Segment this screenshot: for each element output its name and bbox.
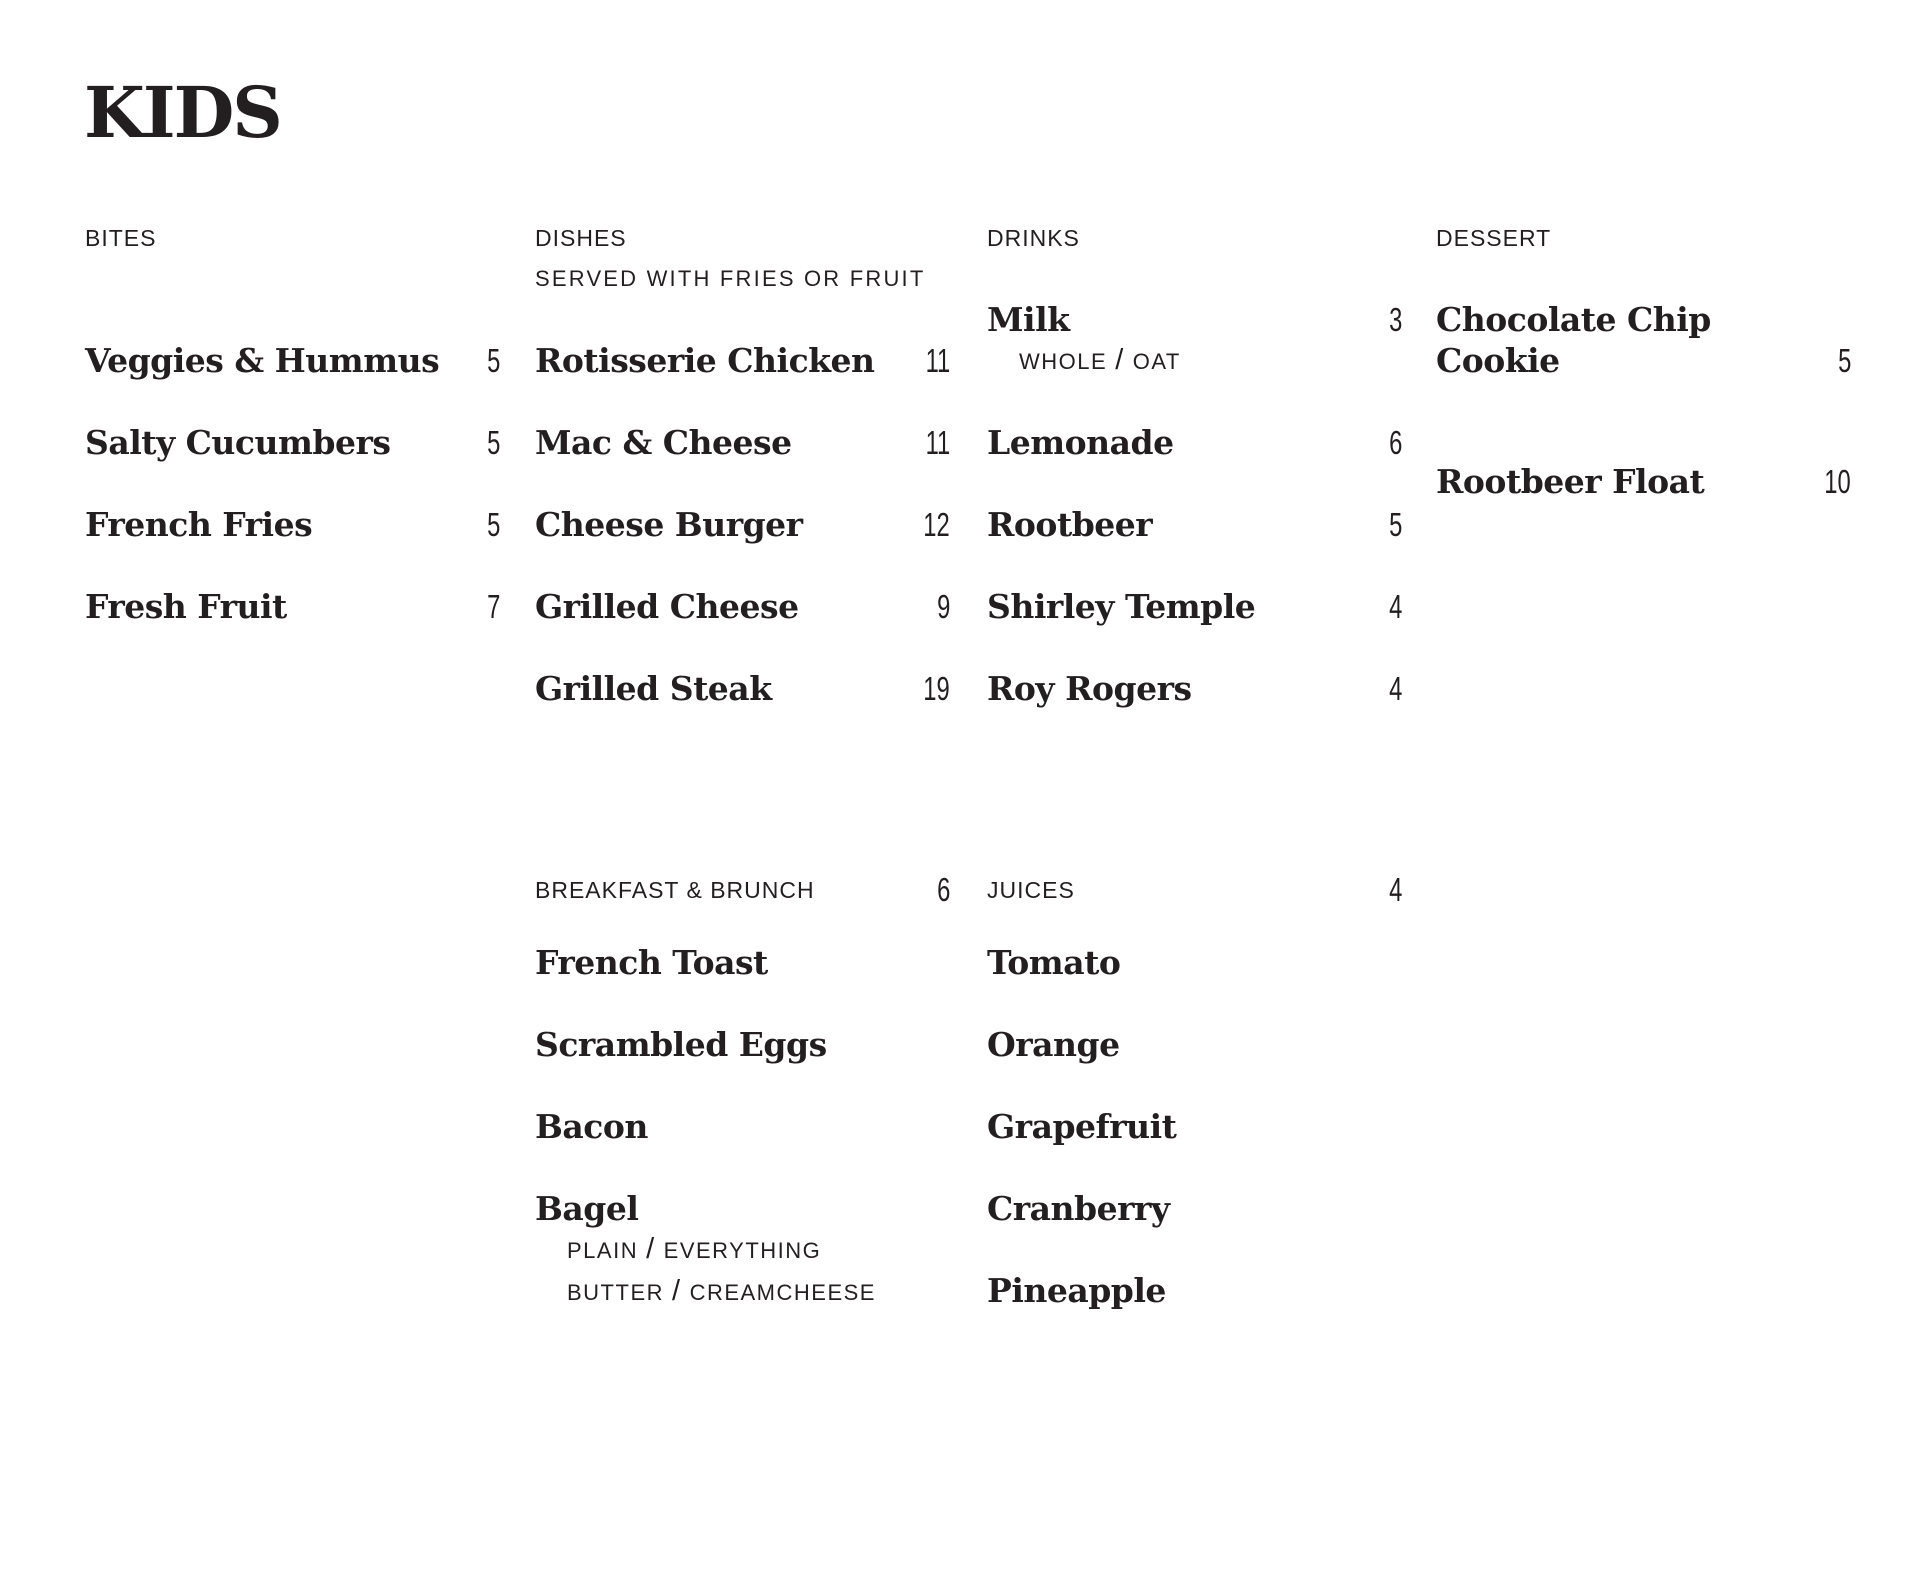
item-options [987,340,1402,382]
item-name: Rootbeer [987,505,1153,544]
dishes-list [535,299,950,709]
menu-title: KIDS [84,71,281,154]
menu-item [535,299,950,381]
menu-item [85,463,500,545]
option: EVERYTHING [663,1238,822,1263]
item-price: 3 [1388,301,1402,338]
menu-item [535,463,950,545]
item-options [535,1229,950,1271]
juices-header [987,872,1402,908]
menu-item [85,545,500,627]
item-name: Salty Cucumbers [85,423,391,462]
menu-item [85,381,500,463]
item-price: 11 [925,424,950,461]
menu-item [987,942,1402,1024]
item-name: Lemonade [987,423,1174,462]
option: WHOLE [1019,349,1108,374]
dessert-section [1436,220,1851,502]
menu-item [987,381,1402,463]
option: BUTTER [567,1280,664,1305]
item-options [535,1271,950,1313]
menu-item [987,1106,1402,1188]
item-name: Rootbeer Float [1436,462,1705,501]
breakfast-label: BREAKFAST & BRUNCH [535,877,815,903]
option-separator: / [1115,344,1125,376]
option: OAT [1132,349,1181,374]
bites-label: BITES [85,225,157,251]
drinks-list [987,299,1402,709]
menu-item [987,627,1402,709]
item-price: 5 [486,424,500,461]
menu-item [535,545,950,627]
menu-item [1436,420,1851,502]
item-name: Grilled Steak [535,669,772,708]
item-price: 5 [486,506,500,543]
bites-list [85,299,500,627]
item-name-line: Cookie [1436,341,1560,380]
item-name: Rotisserie Chicken [535,341,875,380]
item-name-line: Chocolate Chip [1436,300,1711,339]
item-name: Shirley Temple [987,587,1256,626]
item-name: Grapefruit [987,1107,1177,1146]
juices-price: 4 [1388,871,1402,908]
item-name: Milk [987,300,1070,339]
menu-item [85,299,500,381]
item-name: French Fries [85,505,313,544]
menu-item [987,1270,1402,1352]
item-price: 9 [936,588,950,625]
juices-section [987,872,1402,1352]
item-price: 5 [1837,342,1851,379]
menu-item [987,545,1402,627]
item-name: Orange [987,1025,1120,1064]
item-name: Grilled Cheese [535,587,799,626]
breakfast-list [535,942,950,1307]
bites-section [85,220,500,627]
item-price: 4 [1388,588,1402,625]
dishes-section [535,220,950,709]
item-price: 4 [1388,670,1402,707]
juices-list [987,942,1402,1352]
menu-item [535,1106,950,1188]
item-name: Bagel [535,1189,639,1228]
menu-item [987,299,1402,381]
menu-item [535,1024,950,1106]
item-name [1436,299,1736,381]
item-price: 12 [923,506,950,543]
menu-item [535,627,950,709]
juices-label: JUICES [987,877,1075,903]
item-name: Veggies & Hummus [85,341,440,380]
drinks-label: DRINKS [987,225,1080,251]
breakfast-price: 6 [936,871,950,908]
item-price: 5 [1388,506,1402,543]
item-price: 10 [1824,463,1851,500]
item-name: Scrambled Eggs [535,1025,827,1064]
dishes-sublabel: SERVED WITH FRIES OR FRUIT [535,266,926,291]
item-name: Fresh Fruit [85,587,287,626]
breakfast-section [535,871,950,1307]
menu-item [987,1188,1402,1270]
item-name: Tomato [987,943,1121,982]
item-price: 19 [923,670,950,707]
option: PLAIN [567,1238,639,1263]
option: CREAMCHEESE [689,1280,876,1305]
menu-item [535,381,950,463]
item-name: French Toast [535,943,768,982]
dessert-label: DESSERT [1436,225,1552,251]
item-name: Cranberry [987,1189,1170,1228]
item-price: 11 [925,342,950,379]
item-name: Pineapple [987,1271,1166,1310]
option-separator: / [646,1233,656,1265]
dessert-list [1436,299,1851,502]
breakfast-header [535,872,950,908]
menu-item [987,1024,1402,1106]
item-name: Cheese Burger [535,505,803,544]
dishes-label: DISHES [535,225,627,251]
menu-item [535,1188,950,1307]
item-price: 7 [486,588,500,625]
item-price: 5 [486,342,500,379]
item-price: 6 [1388,424,1402,461]
item-name: Roy Rogers [987,669,1192,708]
item-name: Bacon [535,1107,648,1146]
option-separator: / [672,1275,682,1307]
drinks-section [987,220,1402,709]
menu-item [1436,299,1851,420]
item-name: Mac & Cheese [535,423,792,462]
menu-item [535,942,950,1024]
menu-item [987,463,1402,545]
